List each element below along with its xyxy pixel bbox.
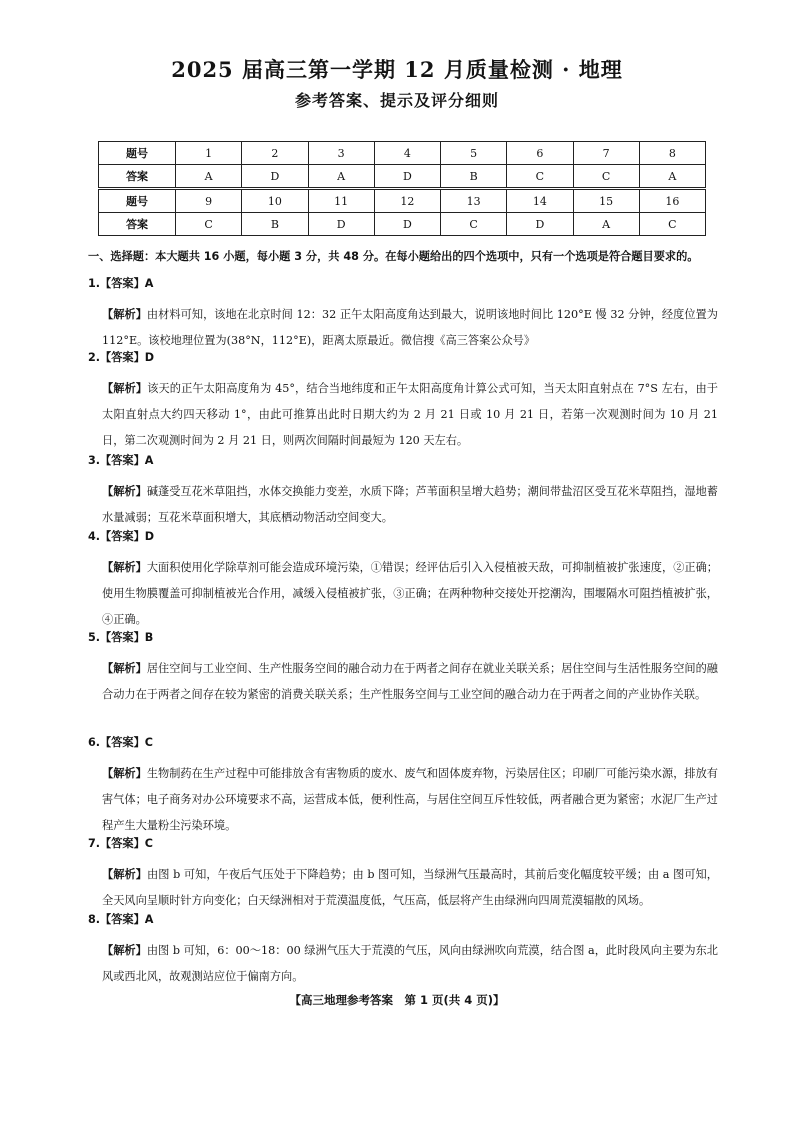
- question-block-7: [88, 836, 718, 914]
- table-row-answers: [99, 213, 706, 236]
- answer-cell: C: [507, 165, 573, 189]
- explanation: [88, 302, 718, 354]
- question-block-8: [88, 912, 718, 990]
- question-number: 4: [374, 142, 440, 165]
- answer-cell: C: [441, 213, 507, 236]
- question-block-2: [88, 350, 718, 454]
- answer-cell: A: [639, 165, 705, 189]
- question-number: 5: [441, 142, 507, 165]
- answer-line: 6.【答案】C: [88, 736, 153, 749]
- answer-cell: D: [507, 213, 573, 236]
- explanation-tag: 【解析】: [102, 561, 147, 574]
- answer-line: 1.【答案】A: [88, 277, 154, 290]
- explanation-tag: 【解析】: [102, 485, 147, 498]
- page-title: 2025 届高三第一学期 12 月质量检测 · 地理: [171, 57, 623, 82]
- row-header-question: 题号: [99, 189, 176, 213]
- explanation-tag: 【解析】: [102, 868, 147, 881]
- question-number: 15: [573, 189, 639, 213]
- question-number: 3: [308, 142, 374, 165]
- explanation-text: 由材料可知，该地在北京时间 12：32 正午太阳高度角达到最大，说明该地时间比 120°E 慢 32 分钟，经度位置为 112°E。该校地理位置为(38°N，112°E)，距离太原最近。微信搜《高三答案公众号》: [102, 308, 718, 347]
- question-block-3: [88, 453, 718, 531]
- question-number: 12: [374, 189, 440, 213]
- question-number: 11: [308, 189, 374, 213]
- explanation: [88, 555, 718, 633]
- answer-cell: A: [176, 165, 242, 189]
- answer-cell: C: [176, 213, 242, 236]
- answer-cell: D: [242, 165, 308, 189]
- page-subtitle: 参考答案、提示及评分细则: [294, 91, 499, 110]
- question-block-1: [88, 276, 718, 354]
- explanation-text: 该天的正午太阳高度角为 45°，结合当地纬度和正午太阳高度角计算公式可知，当天太阳直射点在 7°S 左右，由于太阳直射点大约四天移动 1°，由此可推算出此时日期大约为 2 月 21 日或 10 月 21 日，若第一次观测时间为 10 月 21 日，第二次观测时间为 2 月 21 日，则两次间隔时间最短为 120 天左右。: [102, 382, 718, 447]
- answer-cell: D: [374, 165, 440, 189]
- explanation: [88, 761, 718, 839]
- question-number: 16: [639, 189, 705, 213]
- row-header-answer: 答案: [99, 213, 176, 236]
- question-number: 10: [242, 189, 308, 213]
- answer-line: 5.【答案】B: [88, 631, 154, 644]
- question-block-5: [88, 630, 718, 708]
- question-number: 2: [242, 142, 308, 165]
- answer-cell: D: [308, 213, 374, 236]
- explanation: [88, 862, 718, 914]
- page-footer: 【高三地理参考答案 第 1 页(共 4 页)】: [289, 993, 505, 1007]
- explanation-tag: 【解析】: [102, 662, 147, 675]
- row-header-answer: 答案: [99, 165, 176, 189]
- explanation-text: 大面积使用化学除草剂可能会造成环境污染，①错误；经评估后引入入侵植被天敌，可抑制植被扩张速度，②正确；使用生物膜覆盖可抑制植被光合作用，减缓入侵植被扩张，③正确；在两种物种交接处开挖潮沟，围堰隔水可阻挡植被扩张，④正确。: [102, 561, 718, 626]
- section-intro: 一、选择题：本大题共 16 小题，每小题 3 分，共 48 分。在每小题给出的四个选项中，只有一个选项是符合题目要求的。: [88, 250, 699, 263]
- table-row-answers: [99, 165, 706, 189]
- table-row-question-numbers: [99, 142, 706, 165]
- answer-line: 8.【答案】A: [88, 913, 154, 926]
- answer-cell: C: [573, 165, 639, 189]
- answer-line: 3.【答案】A: [88, 454, 154, 467]
- explanation: [88, 376, 718, 454]
- question-number: 14: [507, 189, 573, 213]
- question-number: 6: [507, 142, 573, 165]
- answer-cell: D: [374, 213, 440, 236]
- explanation-text: 由图 b 可知，6：00～18：00 绿洲气压大于荒漠的气压，风向由绿洲吹向荒漠，结合图 a，此时段风向主要为东北风或西北风，故观测站应位于偏南方向。: [102, 944, 718, 983]
- explanation: [88, 938, 718, 990]
- explanation-text: 由图 b 可知，午夜后气压处于下降趋势；由 b 图可知，当绿洲气压最高时，其前后变化幅度较平缓；由 a 图可知，全天风向呈顺时针方向变化；白天绿洲相对于荒漠温度低，气压高，低层将产生由绿洲向四周荒漠辐散的风场。: [102, 868, 718, 907]
- answer-cell: B: [441, 165, 507, 189]
- explanation-tag: 【解析】: [102, 944, 147, 957]
- answer-line: 4.【答案】D: [88, 530, 155, 543]
- answer-cell: B: [242, 213, 308, 236]
- explanation-tag: 【解析】: [102, 308, 147, 321]
- question-number: 1: [176, 142, 242, 165]
- answer-cell: A: [308, 165, 374, 189]
- explanation-text: 碱蓬受互花米草阻挡，水体交换能力变差，水质下降；芦苇面积呈增大趋势；潮间带盐沼区受互花米草阻挡，湿地蓄水量减弱；互花米草面积增大，其底栖动物活动空间变大。: [102, 485, 718, 524]
- answer-table: [98, 141, 706, 236]
- explanation: [88, 656, 718, 708]
- explanation-tag: 【解析】: [102, 382, 148, 395]
- question-number: 7: [573, 142, 639, 165]
- question-number: 9: [176, 189, 242, 213]
- explanation-text: 居住空间与工业空间、生产性服务空间的融合动力在于两者之间存在就业关联关系；居住空间与生活性服务空间的融合动力在于两者之间存在较为紧密的消费关联关系；生产性服务空间与工业空间的融合动力在于两者之间的产业协作关联。: [102, 662, 718, 701]
- question-block-4: [88, 529, 718, 633]
- answer-cell: A: [573, 213, 639, 236]
- answer-line: 7.【答案】C: [88, 837, 153, 850]
- question-number: 8: [639, 142, 705, 165]
- answer-cell: C: [639, 213, 705, 236]
- answer-line: 2.【答案】D: [88, 351, 155, 364]
- table-row-question-numbers: [99, 189, 706, 213]
- explanation: [88, 479, 718, 531]
- question-number: 13: [441, 189, 507, 213]
- row-header-question: 题号: [99, 142, 176, 165]
- question-block-6: [88, 735, 718, 839]
- explanation-tag: 【解析】: [102, 767, 147, 780]
- explanation-text: 生物制药在生产过程中可能排放含有害物质的废水、废气和固体废弃物，污染居住区；印刷厂可能污染水源，排放有害气体；电子商务对办公环境要求不高，运营成本低，便利性高，与居住空间互斥性较低，两者融合更为紧密；水泥厂生产过程产生大量粉尘污染环境。: [102, 767, 718, 832]
